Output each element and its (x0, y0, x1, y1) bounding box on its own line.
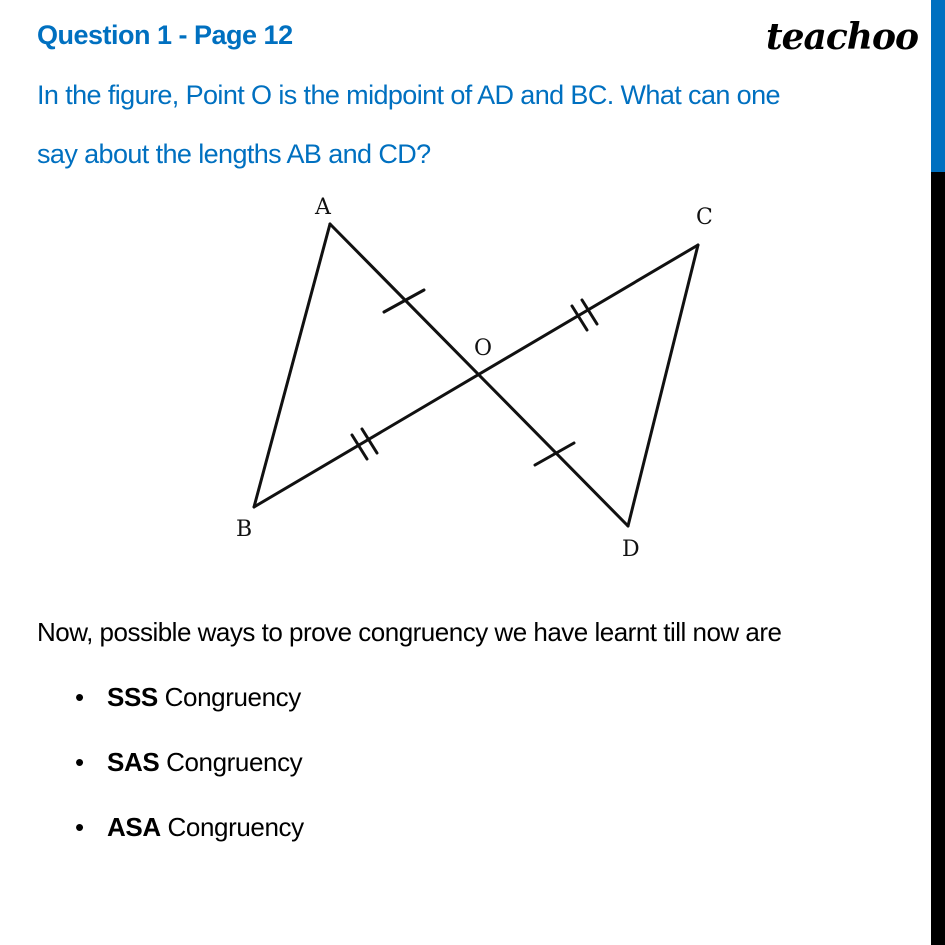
bullet-bold: ASA (107, 812, 161, 842)
bullet-bold: SSS (107, 682, 158, 712)
question-line-2: say about the lengths AB and CD? (37, 139, 431, 169)
question-line-1: In the figure, Point O is the midpoint of AD and BC. What can one (37, 80, 780, 110)
label-c: C (696, 205, 713, 230)
label-o: O (474, 336, 493, 361)
segment-cd (628, 245, 698, 526)
label-d: D (622, 537, 640, 562)
side-accent-bar (931, 0, 945, 172)
bullet-asa: • ASA Congruency (75, 812, 304, 842)
label-b: B (236, 517, 253, 542)
intro-text: Now, possible ways to prove congruency we have learnt till now are (37, 617, 782, 647)
tick-od (535, 443, 574, 465)
side-dark-bar (931, 172, 945, 945)
bullet-text: Congruency (159, 747, 303, 777)
question-title: Question 1 - Page 12 (37, 20, 293, 50)
tick-ao (384, 290, 424, 312)
segment-ab (254, 224, 330, 507)
bullet-sss: • SSS Congruency (75, 682, 301, 712)
bullet-text: Congruency (157, 682, 301, 712)
segment-bc (254, 245, 698, 507)
teachoo-logo: teachoo (766, 16, 918, 58)
bullet-text: Congruency (160, 812, 304, 842)
label-a: A (315, 195, 331, 220)
bullet-bold: SAS (107, 747, 160, 777)
bullet-sas: • SAS Congruency (75, 747, 303, 777)
